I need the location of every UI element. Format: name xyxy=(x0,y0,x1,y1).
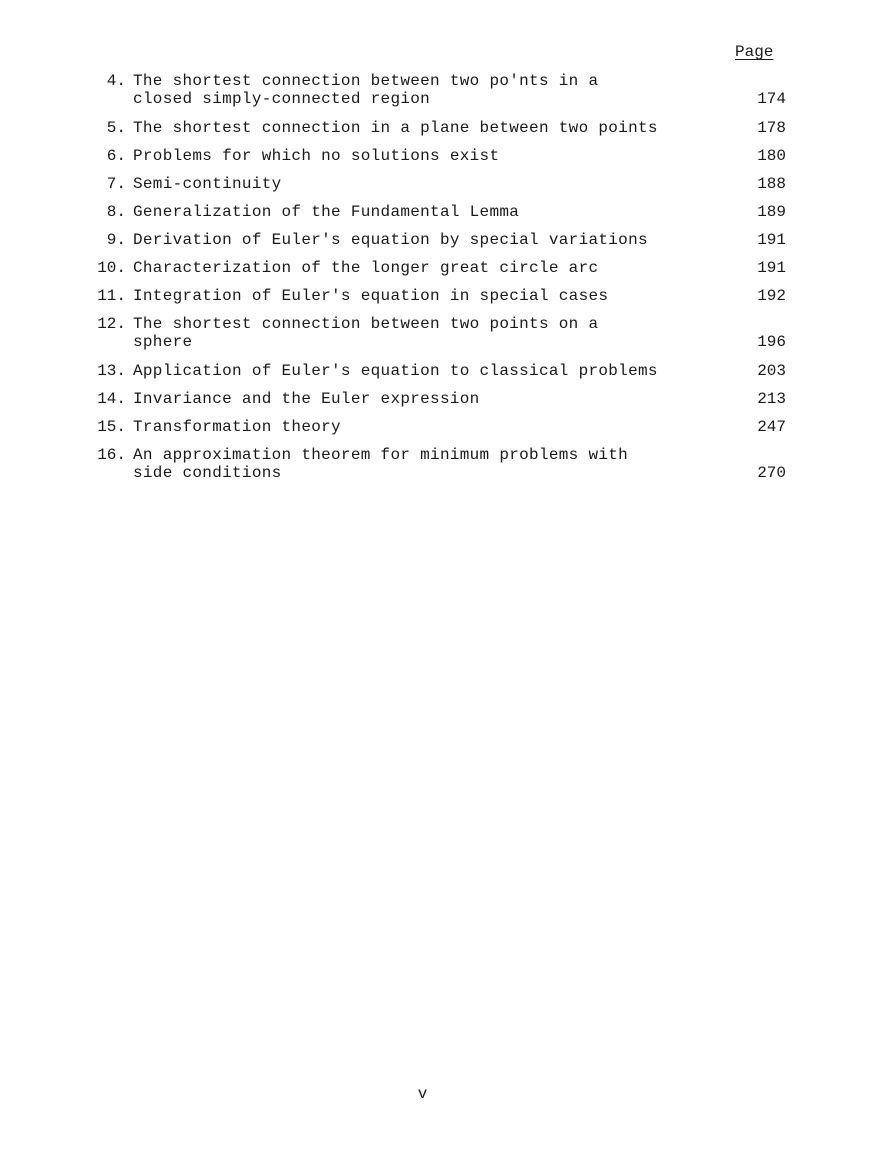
toc-entry-page: 189 xyxy=(757,203,786,221)
toc-entry-number: 6. xyxy=(106,147,126,165)
toc-entry-page: 174 xyxy=(757,90,786,108)
toc-entry-page: 180 xyxy=(757,147,786,165)
toc-entry-number: 9. xyxy=(106,231,126,249)
page-folio: v xyxy=(417,1085,428,1103)
toc-entry-title: The shortest connection between two points on a sphere xyxy=(133,315,599,351)
toc-entry xyxy=(86,231,786,259)
toc-entry xyxy=(86,175,786,203)
toc-entry-number: 14. xyxy=(97,390,126,408)
toc-entry-page: 247 xyxy=(757,418,786,436)
toc-entry-title: Application of Euler's equation to classical problems xyxy=(133,362,658,380)
toc-entry-title: Generalization of the Fundamental Lemma xyxy=(133,203,520,221)
toc-entry-title: Invariance and the Euler expression xyxy=(133,390,480,408)
toc-entry-page: 192 xyxy=(757,287,786,305)
toc-entry xyxy=(86,418,786,446)
toc-entry-page: 178 xyxy=(757,119,786,137)
toc-entry-title: Characterization of the longer great circle arc xyxy=(133,259,599,277)
toc-entry xyxy=(86,362,786,390)
toc-entry xyxy=(86,147,786,175)
toc-entry-number: 8. xyxy=(106,203,126,221)
toc-entry-number: 5. xyxy=(106,119,126,137)
toc-entry xyxy=(86,315,786,362)
toc-entry-title: The shortest connection between two po'nts in a closed simply-connected region xyxy=(133,72,599,108)
toc-entry-page: 191 xyxy=(757,259,786,277)
toc-entry-number: 12. xyxy=(97,315,126,333)
toc-entry xyxy=(86,72,786,119)
toc-entry-title: An approximation theorem for minimum problems with side conditions xyxy=(133,446,629,482)
toc-entry-number: 16. xyxy=(97,446,126,464)
toc-entry-number: 4. xyxy=(106,72,126,90)
page-column-heading: Page xyxy=(735,43,774,61)
toc-entry xyxy=(86,446,786,493)
toc-entry-title: Derivation of Euler's equation by special variations xyxy=(133,231,648,249)
toc-entry-title: The shortest connection in a plane between two points xyxy=(133,119,658,137)
toc-entry-number: 13. xyxy=(97,362,126,380)
toc-entry-page: 213 xyxy=(757,390,786,408)
toc-entry-page: 270 xyxy=(757,464,786,482)
toc-entry xyxy=(86,390,786,418)
table-of-contents xyxy=(86,72,786,493)
toc-entry xyxy=(86,119,786,147)
toc-entry-title: Integration of Euler's equation in special cases xyxy=(133,287,609,305)
toc-entry-title: Problems for which no solutions exist xyxy=(133,147,500,165)
toc-entry-number: 11. xyxy=(97,287,126,305)
toc-entry xyxy=(86,203,786,231)
toc-entry-title: Semi-continuity xyxy=(133,175,282,193)
toc-entry-number: 10. xyxy=(97,259,126,277)
toc-entry-number: 15. xyxy=(97,418,126,436)
toc-entry-page: 196 xyxy=(757,333,786,351)
toc-entry-number: 7. xyxy=(106,175,126,193)
toc-entry-page: 203 xyxy=(757,362,786,380)
toc-entry xyxy=(86,287,786,315)
toc-entry xyxy=(86,259,786,287)
toc-entry-title: Transformation theory xyxy=(133,418,341,436)
toc-entry-page: 191 xyxy=(757,231,786,249)
toc-entry-page: 188 xyxy=(757,175,786,193)
